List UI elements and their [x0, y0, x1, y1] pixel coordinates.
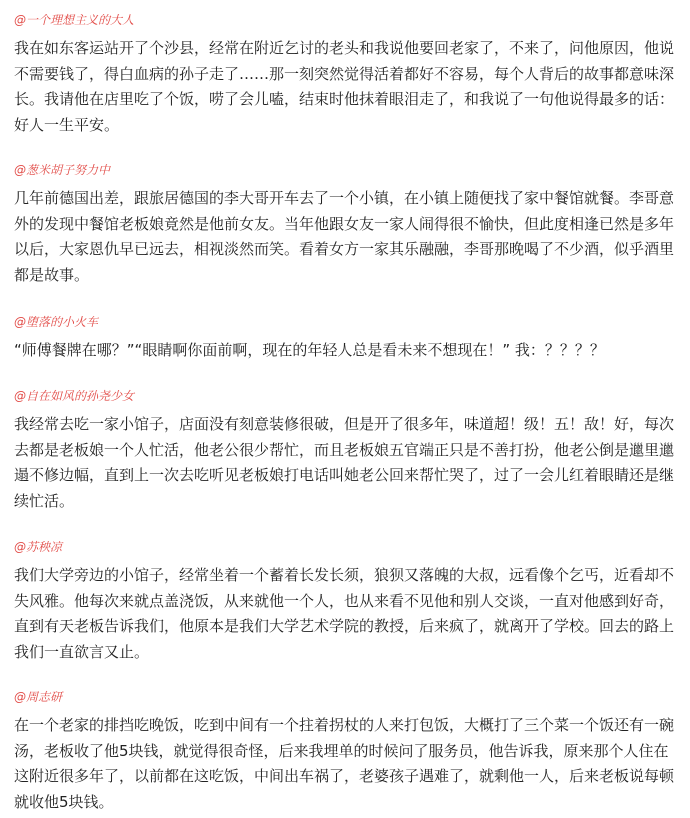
post-text: “师傅餐牌在哪？”“眼睛啊你面前啊，现在的年轻人总是看未来不想现在！” 我：？？？？ [14, 341, 605, 359]
author-link[interactable]: @周志研 [14, 690, 63, 704]
author-link[interactable]: @葱米胡子努力中 [14, 163, 111, 177]
post-text: 我在如东客运站开了个沙县，经常在附近乞讨的老头和我说他要回老家了，不来了，问他原因，他说不需要钱了，得白血病的孙子走了……那一刻突然觉得活着都好不容易，每个人背后的故事都意味深长。我请他在店里吃了个饭，唠了会儿嗑，结束时他抹着眼泪走了，和我说了一句他说得最多的话：好人一生平安。 [14, 39, 675, 134]
author-link[interactable]: @苏秧凉 [14, 540, 63, 554]
post-text: 几年前德国出差，跟旅居德国的李大哥开车去了一个小镇，在小镇上随便找了家中餐馆就餐。李哥意外的发现中餐馆老板娘竟然是他前女友。当年他跟女友一家人闹得很不愉快，但此度相逢已然是多年以后，大家恩仇早已远去，相视淡然而笑。看着女方一家其乐融融，李哥那晚喝了不少酒，似乎酒里都是故事。 [14, 189, 675, 284]
post-item [14, 538, 678, 665]
post-item [14, 161, 678, 288]
post-text: 在一个老家的排挡吃晚饭，吃到中间有一个拄着拐杖的人来打包饭，大概打了三个菜一个饭还有一碗汤，老板收了他5块钱，就觉得很奇怪，后来我埋单的时候问了服务员，他告诉我，原来那个人住在这附近很多年了，以前都在这吃饭，中间出车祸了，老婆孩子遇难了，就剩他一人，后来老板说每顿就收他5块钱。 [14, 716, 675, 811]
post-item [14, 387, 678, 514]
author-link[interactable]: @一个理想主义的大人 [14, 13, 135, 27]
post-item [14, 313, 678, 364]
author-link[interactable]: @自在如风的孙尧少女 [14, 389, 135, 403]
post-item [14, 11, 678, 138]
post-text: 我经常去吃一家小馆子，店面没有刻意装修很破，但是开了很多年，味道超！级！五！敌！好，每次去都是老板娘一个人忙活，他老公很少帮忙，而且老板娘五官端正只是不善打扮，他老公倒是邋里邋遢不修边幅，直到上一次去吃听见老板娘打电话叫她老公回来帮忙哭了，过了一会儿红着眼睛还是继续忙活。 [14, 415, 675, 510]
post-item [14, 688, 678, 815]
author-link[interactable]: @堕落的小火车 [14, 315, 99, 329]
post-text: 我们大学旁边的小馆子，经常坐着一个蓄着长发长须，狼狈又落魄的大叔，远看像个乞丐，近看却不失风雅。他每次来就点盖浇饭，从来就他一个人，也从来看不见他和别人交谈，一直对他感到好奇，直到有天老板告诉我们，他原本是我们大学艺术学院的教授，后来疯了，就离开了学校。回去的路上我们一直欲言又止。 [14, 566, 675, 661]
